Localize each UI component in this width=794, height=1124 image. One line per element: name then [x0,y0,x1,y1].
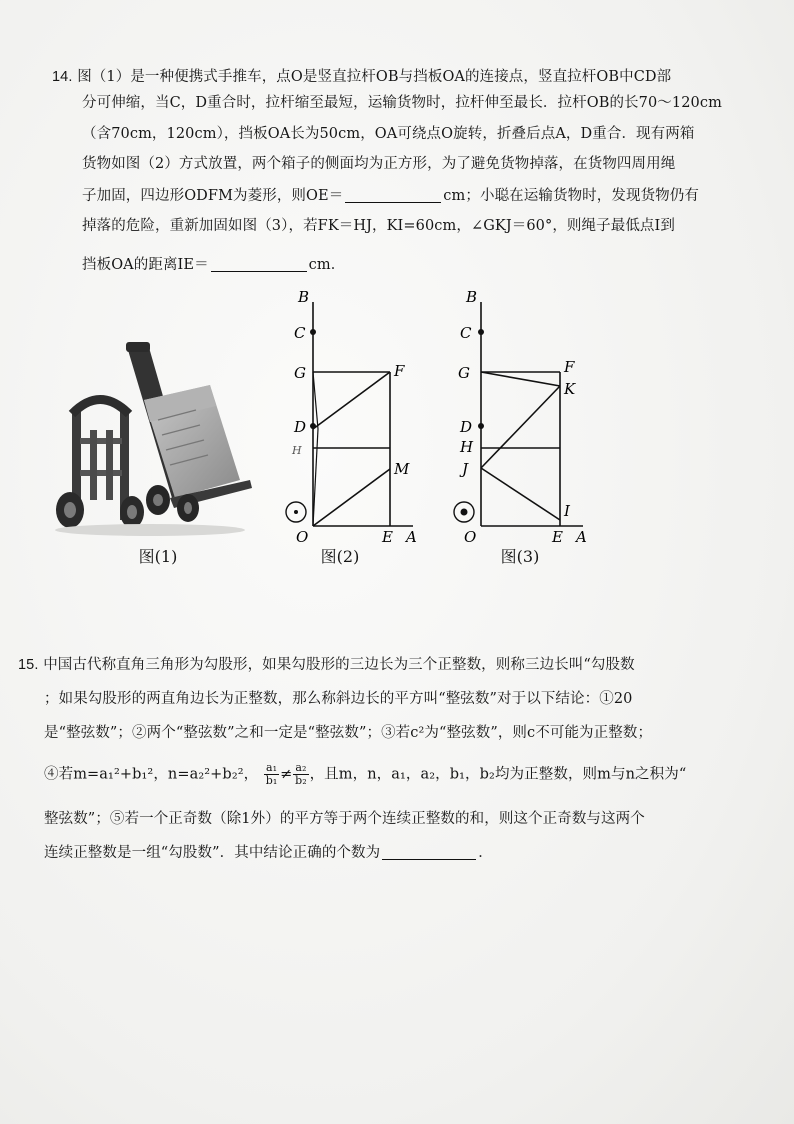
label-h: H [460,438,474,456]
label-j: J [462,460,469,478]
label-e: E [382,528,393,546]
point-d [310,423,316,429]
q14-line-6: 掉落的危险，重新加固如图（3），若FK＝HJ，KI=60cm，∠GKJ＝60°，则绳子最低点I到 [82,218,675,234]
neq-sign: ≠ [280,766,293,783]
fraction-a2-b2 [293,762,308,787]
label-d: D [294,418,307,436]
rope-gk [481,372,560,386]
q14-text-5b: cm；小聪在运输货物时，发现货物仍有 [443,188,699,204]
label-a: A [406,528,417,546]
label-c: C [460,324,472,342]
label-g: G [458,364,470,382]
q15-line-2: ；如果勾股形的两直角边长为正整数，那么称斜边长的平方叫“整弦数”对于以下结论：①20 [44,691,633,707]
wheel-center [461,509,468,516]
frac1-denominator: b₁ [265,774,278,787]
q14-line-4: 货物如图（2）方式放置，两个箱子的侧面均为正方形，为了避免货物掉落，在货物四周用绳 [82,156,676,172]
q14-line-2: 分可伸缩，当C，D重合时，拉杆缩至最短，运输货物时，拉杆伸至最长．拉杆OB的长70～120cm [82,95,722,111]
q14-text-5a: 子加固，四边形ODFM为菱形，则OE＝ [82,188,344,204]
q15-text-6b: ． [478,845,493,861]
figure-3-caption: 图(3) [500,547,540,566]
q15-text-4a: ④若m=a₁²+b₁²，n=a₂²+b₂²， [44,766,259,783]
frac2-denominator: b₂ [295,774,307,787]
label-m: M [394,460,410,478]
answer-blank-ie[interactable] [211,255,307,272]
label-g: G [294,364,306,382]
q15-number: 15. [18,657,39,673]
point-c [310,329,316,335]
q14-line-5 [82,185,699,207]
figure-3-diagram [448,284,608,546]
q15-line-3: 是“整弦数”；②两个“整弦数”之和一定是“整弦数”；③若c²为“整弦数”，则c不可能为正整数； [44,725,653,741]
rope-om [313,469,390,526]
wheel-center [294,510,298,514]
label-a: A [576,528,587,546]
q14-number: 14. [52,69,73,85]
label-b: B [298,288,310,306]
label-o: O [296,528,309,546]
frac1-numerator: a₁ [265,761,278,774]
answer-blank-count[interactable] [382,843,476,860]
label-f: F [394,362,405,380]
figure-1-caption: 图(1) [138,547,178,566]
label-i: I [564,502,570,520]
q15-line-5: 整弦数”；⑤若一个正奇数（除1外）的平方等于两个连续正整数的和，则这个正奇数与这两个 [44,811,645,827]
q14-text-7b: cm． [308,257,346,273]
q14-text-1: 图（1）是一种便携式手推车，点O是竖直拉杆OB与挡板OA的连接点，竖直拉杆OB中CD部 [77,69,672,85]
q15-line-1 [18,654,635,676]
frac2-numerator: a₂ [295,761,307,774]
q14-line-7 [82,254,345,276]
q14-text-7a: 挡板OA的距离IE＝ [82,257,209,273]
q15-text-1: 中国古代称直角三角形为勾股形，如果勾股形的三边长为三个正整数，则称三边长叫“勾股数 [43,657,635,673]
q15-text-6a: 连续正整数是一组“勾股数”．其中结论正确的个数为 [44,845,381,861]
label-d: D [460,418,473,436]
rope-ji [481,468,560,520]
point-c [478,329,484,335]
rope-jk [481,386,560,468]
fraction-a1-b1 [264,762,279,787]
q14-line-3: （含70cm，120cm），挡板OA长为50cm，OA可绕点O旋转，折叠后点A，D重合．现有两箱 [82,126,695,142]
label-c: C [294,324,306,342]
hand-truck-photo [40,330,255,540]
label-o: O [464,528,477,546]
q14-line-1 [52,66,671,88]
label-k: K [564,380,576,398]
answer-blank-oe[interactable] [345,186,441,203]
q15-line-6 [44,842,493,864]
q15-text-4b: ，且m，n，a₁，a₂，b₁，b₂均为正整数，则m与n之积为“ [309,766,687,783]
label-e: E [552,528,563,546]
label-f: F [564,358,575,376]
figure-2-caption: 图(2) [320,547,360,566]
figure-2-diagram [278,284,438,546]
label-h: H [292,444,302,457]
rope-df [313,372,390,429]
q15-line-4 [44,762,686,787]
label-b: B [466,288,478,306]
point-d [478,423,484,429]
